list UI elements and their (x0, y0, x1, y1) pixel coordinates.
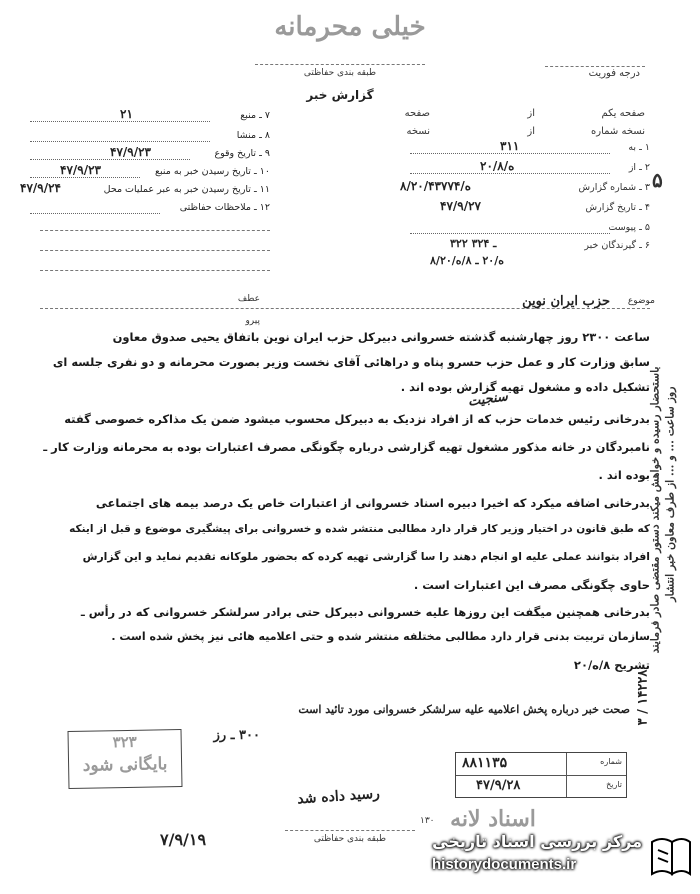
left-blank-line-2 (40, 250, 270, 251)
body-line: که طبق قانون در اختیار وزیر کار قرار دارد مطالبی منتشر شده و خسروانی برای پیشگیری موضوع و قبل از اینکه (69, 523, 650, 535)
subject-value: حزب ایران نوین (522, 294, 610, 309)
peyro-label: پیرو (245, 316, 260, 326)
registry-label-date: تاریخ (606, 780, 622, 789)
classification-label: طبقه بندی حفاظتی (303, 68, 377, 78)
field-source: ۷ ـ منبع ۲۱ (30, 110, 270, 124)
body-line: ساعت ۲۳۰۰ روز چهارشنبه گذشته خسروانی دبیرکل حزب ایران نوین باتفاق یحیی صدوق معاون (112, 330, 650, 344)
field-report-number: ۳ ـ شماره گزارش ۸/ه/۲۰/۴۳۷۷۴ (400, 179, 650, 193)
body-line: تشریح ۸/ه/۲۰ (573, 658, 650, 672)
margin-handwritten-mark: ۵ (652, 168, 663, 192)
body-line: نامبردگان در خانه مذکور مشغول تهیه گزارشی درباره چگونگی مصرف اعتبارات بوده به محرمانه وزارت کار ـ (43, 440, 650, 454)
bottom-date: ۷/۹/۱۹ (160, 830, 207, 849)
copy-number-field: نسخه شماره از نسخه (406, 126, 645, 137)
priority-underline (545, 66, 645, 67)
registry-label-number: شماره (600, 757, 622, 766)
left-blank-line-3 (40, 270, 270, 271)
signature-label: ۳۰۰ ـ رز (213, 728, 260, 743)
stamp-text: بایگانی شود (82, 754, 168, 776)
bottom-signature: رسید داده شد (296, 785, 381, 808)
report-title: گزارش خبر (306, 88, 374, 102)
body-line: بدرخانی همچنین میگفت این روزها علیه خسروانی دبیرکل حتی برادر سرلشکر خسروانی که در رأس ـ (80, 605, 650, 619)
registry-box (455, 752, 627, 798)
body-line: تشکیل داده و مشغول تهیه گزارش بوده اند . (400, 380, 650, 394)
watermark (412, 832, 697, 892)
body-line: سابق وزارت کار و عمل حزب حسرو پناه و دراهائی آقای نخست وزیر بصورت محرمانه و دو نفری جلسه ای (52, 355, 650, 369)
atf-label: عطف (237, 294, 260, 304)
classification-underline (255, 64, 425, 65)
side-note-inner: روز ساعت ... و ... از طرف معاون خبر انتشار (663, 386, 677, 602)
field-news-to-source-date: ۱۰ ـ تاریخ رسیدن خبر به منبع ۴۷/۹/۲۳ (30, 166, 270, 180)
bottom-classification-line (285, 830, 415, 831)
side-note-ref: ۳ / ۱۴۲۲۸ (635, 669, 651, 726)
archive-stamp-box (68, 729, 183, 789)
bottom-classification-label: طبقه بندی حفاظتی (313, 834, 387, 844)
handwritten-annotation: سنجیت (467, 389, 509, 410)
body-line: بوده اند . (598, 468, 650, 482)
field-recipients: ۶ ـ گیرندگان خبر ۳۲۲ ـ ۳۲۴ (450, 237, 650, 251)
field-news-to-ops-date: ۱۱ ـ تاریخ رسیدن خبر به عبر عملیات محل ۴۷/۹/۲۴ (20, 181, 270, 195)
top-classification-stamp: خیلی محرمانه (274, 12, 426, 42)
body-line: بدرخانی اضافه میکرد که اخیرا دبیره اسناد خسروانی از اعتبارات خاص یک درصد بیمه های اجتماعی (95, 496, 650, 510)
right-fields (390, 139, 650, 282)
body-line: افراد بتوانند عملی علیه او انجام دهند را سا گزارشی تهیه کرده که بحضور ملوکانه تقدیم نماید و این گزارش (82, 550, 650, 563)
registry-value-date: ۴۷/۹/۲۸ (476, 778, 521, 793)
page-number-field: صفحه یکم از صفحه (404, 108, 645, 119)
field-report-date: ۴ ـ تاریخ گزارش ۴۷/۹/۲۷ (440, 199, 650, 213)
body-line: حاوی چگونگی مصرف این اعتبارات است . (413, 578, 650, 592)
field-to: ۱ ـ به ۳۱۱ (390, 142, 650, 156)
field-attachment: ۵ ـ پیوست (390, 222, 650, 236)
comment-line: صحت خبر درباره پخش اعلامیه علیه سرلشکر خسروانی مورد تائید است (298, 703, 630, 716)
field-origin: ۸ ـ منشا (30, 130, 270, 144)
report-body (20, 320, 650, 680)
body-line: بدرخانی رئیس خدمات حزب که از افراد نزدیک به دبیرکل محسوب میشود ضمن یک مذاکره خصوصی گفته (64, 412, 650, 426)
registry-value-number: ۸۸۱۱۳۵ (462, 755, 508, 771)
watermark-title: مرکز بررسی اسناد تاریخی (432, 832, 642, 851)
book-logo-icon (648, 834, 694, 878)
page-number: ۱۳۰ (420, 816, 435, 826)
subject-label: موضوع (627, 296, 655, 306)
left-fields (20, 107, 270, 225)
side-note-outer: باستحضار رسیده و خواهش میکند دستور مقتضی صادر فرمایند (648, 366, 662, 654)
body-line: سازمان تربیت بدنی قرار دارد مطالبی مختلفه منتشر شده و حتی اعلامیه هائی نیز پخش شده است . (111, 630, 650, 643)
left-blank-line-1 (40, 230, 270, 231)
field-occurrence-date: ۹ ـ تاریخ وقوع ۴۷/۹/۲۳ (30, 148, 270, 162)
archive-grey-stamp: اسناد لانه (450, 806, 536, 832)
field-security-notes: ۱۲ ـ ملاحظات حفاظتی (30, 202, 270, 216)
priority-label: درجه فوریت (588, 68, 640, 79)
field-recipients-line2: ۸/ه/۲۰ ـ ۸/ه/۲۰ (430, 254, 504, 267)
watermark-url: historydocuments.ir (432, 856, 577, 873)
field-from: ۲ ـ از ۲۰/ه/۸ (390, 162, 650, 176)
stamp-number: ۳۲۳ (112, 732, 137, 752)
